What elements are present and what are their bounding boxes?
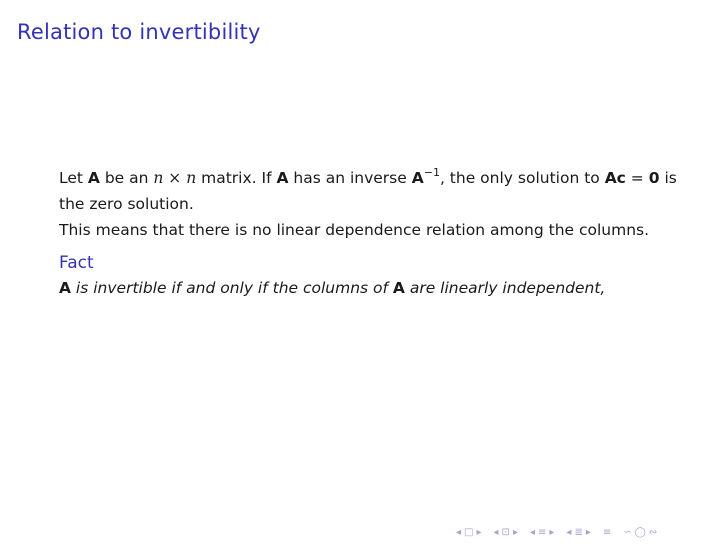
nav-subsection-icon[interactable]: ⊡ [501,527,510,538]
nav-prev-icon[interactable]: ◂ [493,527,499,538]
slide-content [59,165,689,301]
nav-doc-next-icon[interactable]: ▸ [585,527,591,538]
fact-symbol-A: A [59,279,71,297]
nav-doc-prev-icon[interactable]: ◂ [566,527,572,538]
nav-first-icon[interactable]: ◂ [456,527,462,538]
nav-search-icon[interactable]: ∽ [623,527,632,538]
symbol-Ac: Ac [604,169,626,187]
nav-section-prev-icon[interactable]: ◂ [529,527,535,538]
nav-align-icon[interactable]: ≡ [602,527,612,538]
beamer-navigation-bar [456,527,657,538]
fact-symbol-A-2: A [392,279,405,297]
symbol-n-times-n: n × n [153,169,197,187]
nav-section-next-icon[interactable]: ▸ [549,527,555,538]
text-let: Let [59,169,88,187]
paragraph-no-dependence: This means that there is no linear dependence relation among the columns. [59,221,650,239]
text-be-an: be an [99,169,154,187]
symbol-A: A [87,169,100,187]
text-zero-solution: is the zero solution. [59,169,677,213]
nav-section-icon[interactable]: ≡ [538,527,547,538]
text-has-inverse: has an inverse [288,169,412,187]
nav-frame-next-icon[interactable]: ▸ [476,527,482,538]
nav-doc-icon[interactable]: ≣ [574,527,583,538]
symbol-zero-vector: 0 [648,169,660,187]
superscript-minus-one: −1 [423,166,440,179]
symbol-equals: = [625,169,649,187]
text-only-solution: , the only solution to [439,169,605,187]
nav-zoom-icon[interactable]: ◯ [634,527,646,538]
symbol-A-inverse: A [411,169,424,187]
text-matrix-if: matrix. If [196,169,277,187]
nav-back-icon[interactable]: ∾ [648,527,658,538]
fact-body [59,275,689,301]
paragraph-definition [59,165,689,217]
nav-frame-icon[interactable]: □ [464,527,474,538]
fact-text-2: are linearly independent, [404,279,606,297]
fact-title: Fact [59,253,94,273]
slide-title: Relation to invertibility [17,20,261,44]
fact-text-1: is invertible if and only if the columns of [71,279,393,297]
symbol-A-2: A [276,169,289,187]
nav-subsection-next-icon[interactable]: ▸ [512,527,518,538]
